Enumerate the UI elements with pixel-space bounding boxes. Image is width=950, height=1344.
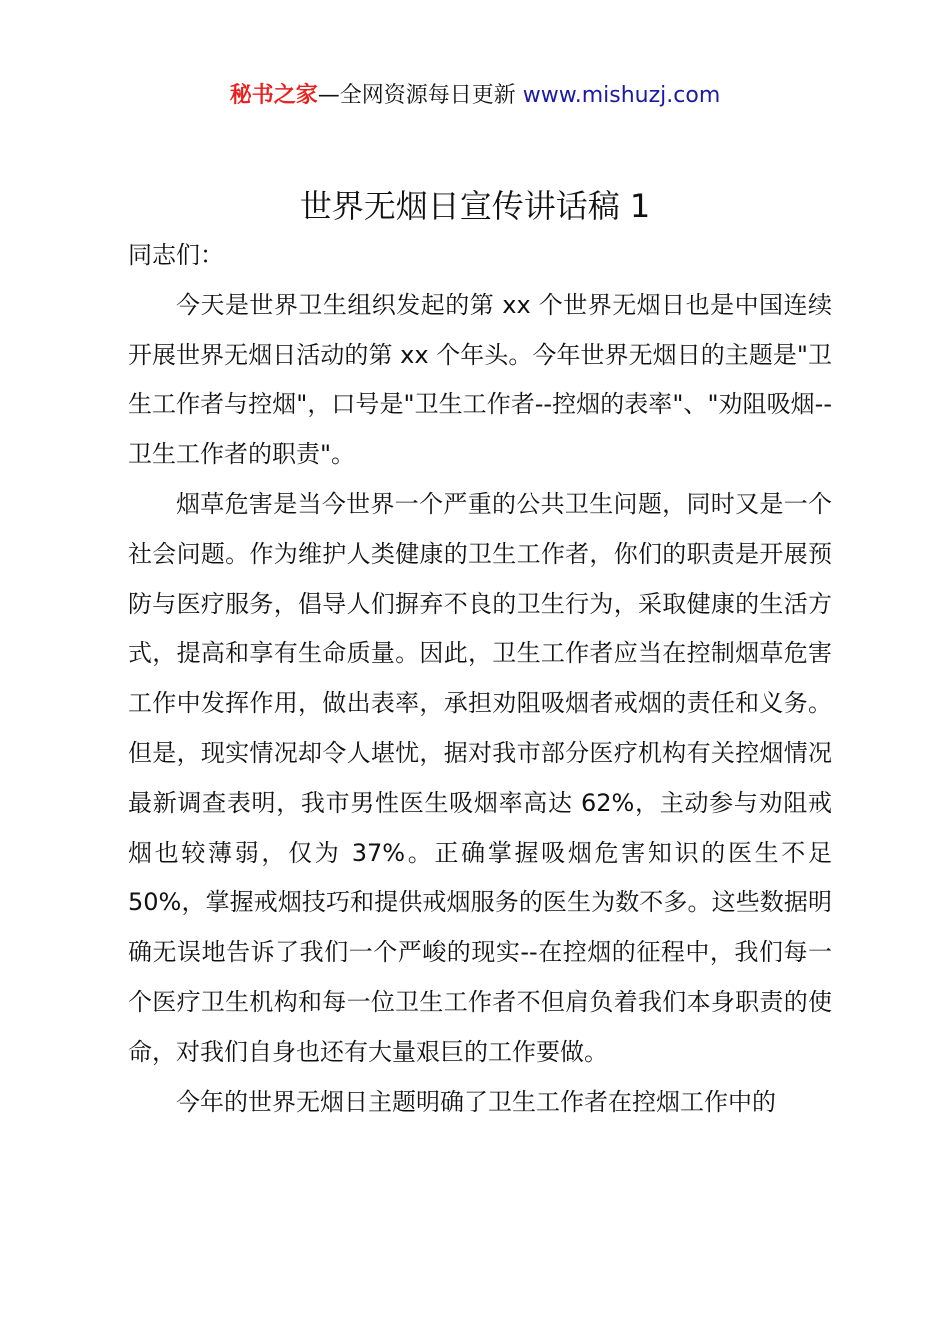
site-url-link[interactable]: www.mishuzj.com [522, 83, 721, 108]
site-header [0, 80, 950, 112]
document-body [128, 231, 832, 1127]
site-tagline: —全网资源每日更新 [317, 83, 516, 108]
salutation: 同志们： [128, 241, 224, 269]
paragraph-2: 烟草危害是当今世界一个严重的公共卫生问题，同时又是一个社会问题。作为维护人类健康的卫生工作者，你们的职责是开展预防与医疗服务，倡导人们摒弃不良的卫生行为，采取健康的生活方式，提高和享有生命质量。因此，卫生工作者应当在控制烟草危害工作中发挥作用，做出表率，承担劝阻吸烟者戒烟的责任和义务。但是，现实情况却令人堪忧，据对我市部分医疗机构有关控烟情况最新调查表明，我市男性医生吸烟率高达 62%，主动参与劝阻戒烟也较薄弱，仅为 37%。正确掌握吸烟危害知识的医生不足 50%，掌握戒烟技巧和提供戒烟服务的医生为数不多。这些数据明确无误地告诉了我们一个严峻的现实--在控烟的征程中，我们每一个医疗卫生机构和每一位卫生工作者不但肩负着我们本身职责的使命，对我们自身也还有大量艰巨的工作要做。 [128, 489, 832, 1066]
site-brand: 秘书之家 [229, 83, 318, 108]
document-title: 世界无烟日宣传讲话稿 1 [299, 187, 651, 225]
paragraph-3: 今年的世界无烟日主题明确了卫生工作者在控烟工作中的 [176, 1087, 776, 1116]
paragraph-1: 今天是世界卫生组织发起的第 xx 个世界无烟日也是中国连续开展世界无烟日活动的第 xx 个年头。今年世界无烟日的主题是"卫生工作者与控烟"，口号是"卫生工作者--控烟的表率"、"劝阻吸烟--卫生工作者的职责"。 [128, 290, 832, 469]
